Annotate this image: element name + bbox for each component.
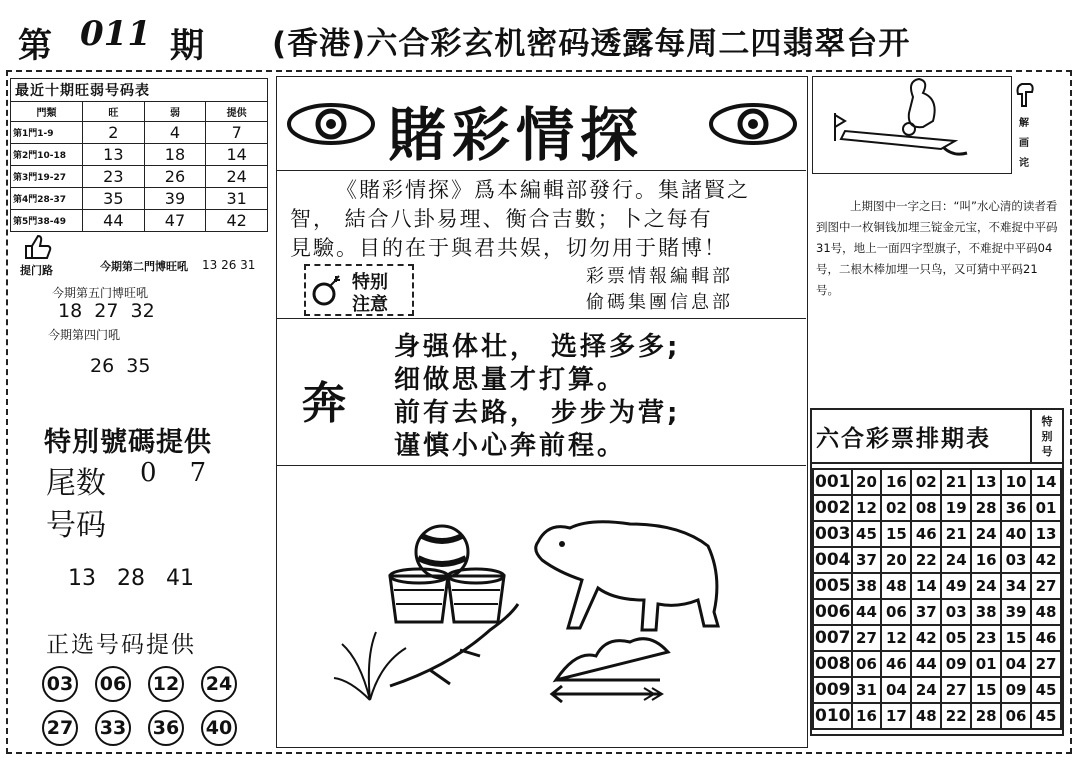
table-cell: 14 [206,144,268,166]
table-cell: 44 [83,210,145,232]
lottery-number: 24 [941,547,971,573]
intro-line: 《賭彩情探》爲本編輯部發行。集諸賢之 [336,178,750,202]
lottery-number: 21 [941,469,971,495]
lottery-row [813,625,1061,651]
lottery-row [813,703,1061,729]
lottery-number: 24 [971,521,1001,547]
lottery-number: 42 [1031,547,1061,573]
selected-numbers [42,666,262,746]
lottery-number: 06 [881,599,911,625]
lottery-row [813,677,1061,703]
lottery-issue-no: 006 [813,599,852,625]
lottery-issue-no: 002 [813,495,852,521]
door-group: 第4門28-37 [11,188,83,210]
col-header: 弱 [144,102,206,122]
thumbs-up-icon [22,234,52,264]
lottery-number: 04 [1001,651,1031,677]
recent-table [10,101,268,232]
selected-number: 06 [95,666,131,702]
lottery-number: 17 [881,703,911,729]
puzzle-illustration [330,510,750,715]
door-group: 第5門38-49 [11,210,83,232]
col-header: 旺 [83,102,145,122]
logo-text: 賭彩情探 [388,101,645,169]
lottery-number: 27 [1031,651,1061,677]
poem-line: 前有去路， 步步为营; [394,398,681,428]
table-row [11,144,268,166]
table-row [11,210,268,232]
lottery-number: 39 [1001,599,1031,625]
explain-label-char: 诧 [1019,158,1029,169]
plant-icon [334,604,518,700]
explain-label-char: 画 [1019,138,1029,149]
lottery-special-label [1030,410,1062,462]
poem-line: 谨慎小心奔前程。 [394,431,627,461]
selected-number: 33 [95,710,131,746]
lottery-number: 48 [1031,599,1061,625]
door-group: 第1門1-9 [11,122,83,144]
intro-line: 見驗。目的在于與君共娱，切勿用于賭博！ [290,236,727,260]
lottery-issue-no: 008 [813,651,852,677]
recent-table-title: 最近十期旺弱号码表 [10,78,268,101]
lottery-number: 03 [941,599,971,625]
lottery-header [812,410,1062,464]
lottery-number: 21 [941,521,971,547]
lottery-number: 20 [881,547,911,573]
lottery-number: 04 [881,677,911,703]
lottery-number: 44 [852,599,882,625]
lottery-number: 01 [971,651,1001,677]
basket-icon [448,569,504,622]
lottery-number: 16 [881,469,911,495]
lottery-number: 27 [941,677,971,703]
lottery-number: 49 [941,573,971,599]
lottery-title: 六合彩票排期表 [816,425,991,452]
lottery-number: 20 [852,469,882,495]
lottery-number: 24 [971,573,1001,599]
selected-number: 03 [42,666,78,702]
poem-section [276,318,806,466]
lottery-number: 46 [911,521,941,547]
lottery-number: 19 [941,495,971,521]
lottery-number: 16 [971,547,1001,573]
lottery-number: 40 [1001,521,1031,547]
selected-number: 27 [42,710,78,746]
lottery-number: 42 [911,625,941,651]
special-label-char: 号 [1041,445,1053,458]
lottery-number: 14 [1031,469,1061,495]
col-header: 門類 [11,102,83,122]
lottery-issue-no: 003 [813,521,852,547]
basket-icon [390,569,448,622]
tail-label: 尾数 [46,466,106,501]
hill-icon [556,639,668,680]
table-row [11,166,268,188]
door-group: 第3門19-27 [11,166,83,188]
col-header: 提供 [206,102,268,122]
table-cell: 18 [144,144,206,166]
lottery-issue-no: 004 [813,547,852,573]
explain-picture [812,76,1012,174]
door5-label: 今期第五门博旺吼 [52,286,149,300]
notice-label-1: 特别 [352,272,388,293]
recent-table-section [10,78,268,232]
issue-prefix: 第 [18,26,52,66]
lottery-number: 22 [941,703,971,729]
lottery-number: 13 [971,469,1001,495]
table-cell: 2 [83,122,145,144]
lottery-number: 15 [971,677,1001,703]
table-cell: 4 [144,122,206,144]
lottery-number: 34 [1001,573,1031,599]
lottery-issue-no: 010 [813,703,852,729]
lottery-number: 46 [881,651,911,677]
lottery-number: 16 [852,703,882,729]
eye-icon [708,102,798,146]
lottery-number: 05 [941,625,971,651]
lottery-number: 02 [911,469,941,495]
table-row [11,188,268,210]
door2-label: 今期第二門博旺吼 [100,260,188,273]
hint-label: 提门路 [20,264,53,277]
poem-big-char: 奔 [302,378,346,429]
logo-banner [276,78,806,171]
lottery-number: 45 [1031,677,1061,703]
tail-numbers: 0 7 [140,458,207,488]
table-row [11,122,268,144]
table-cell: 39 [144,188,206,210]
selected-number: 12 [148,666,184,702]
lottery-issue-no: 007 [813,625,852,651]
table-cell: 42 [206,210,268,232]
notice-label-2: 注意 [352,294,388,315]
lottery-row [813,521,1061,547]
lottery-number: 15 [1001,625,1031,651]
lottery-number: 23 [971,625,1001,651]
code-label: 号码 [46,508,106,543]
intro-line: 智， 結合八卦易理、衡合吉數；卜之每有 [290,207,713,231]
bird-flag-illustration [813,77,1011,173]
lottery-number: 27 [1031,573,1061,599]
lottery-number: 06 [1001,703,1031,729]
special-label-char: 特 [1041,415,1053,428]
table-cell: 47 [144,210,206,232]
door4-numbers: 26 35 [90,355,151,377]
arrow-icon [552,686,662,702]
publisher-2: 偷碼集團信息部 [586,292,733,313]
issue-number: 011 [80,14,151,54]
explain-text: 上期图中一字之曰：“叫”水心清的读者看到图中一枚铜钱加埋三锭金元宝，不难捉中平码31号，地上一面四字型旗子，不难捉中平码04号，二根木棒加埋一只鸟，又可猜中平码21号。 [816,199,1058,297]
table-cell: 7 [206,122,268,144]
special-number-title: 特別號碼提供 [44,427,212,458]
lottery-number: 46 [1031,625,1061,651]
lottery-number: 12 [881,625,911,651]
lottery-number: 44 [911,651,941,677]
lottery-number: 38 [971,599,1001,625]
door2-numbers: 13 26 31 [202,258,256,272]
table-cell: 23 [83,166,145,188]
lottery-row [813,573,1061,599]
lottery-number: 01 [1031,495,1061,521]
lottery-number: 06 [852,651,882,677]
table-cell: 31 [206,188,268,210]
lottery-number: 13 [1031,521,1061,547]
poem-line: 身强体壮， 选择多多; [394,332,681,362]
eye-icon [286,102,376,146]
selected-number: 40 [201,710,237,746]
lottery-number: 45 [1031,703,1061,729]
table-cell: 24 [206,166,268,188]
lottery-number: 09 [1001,677,1031,703]
door5-numbers: 18 27 32 [58,300,155,322]
lottery-number: 45 [852,521,882,547]
lottery-number: 10 [1001,469,1031,495]
lottery-table [812,468,1062,730]
table-cell: 26 [144,166,206,188]
lottery-number: 02 [881,495,911,521]
bomb-icon [310,274,344,308]
issue-suffix: 期 [170,26,204,66]
lottery-row [813,495,1061,521]
lottery-number: 03 [1001,547,1031,573]
table-cell: 13 [83,144,145,166]
lottery-number: 28 [971,495,1001,521]
selected-title: 正选号码提供 [46,632,196,658]
lottery-number: 14 [911,573,941,599]
lottery-row [813,469,1061,495]
poem [394,331,680,463]
page-header [10,8,1070,66]
lottery-row [813,651,1061,677]
lottery-issue-no: 001 [813,469,852,495]
lottery-number: 28 [971,703,1001,729]
lottery-number: 38 [852,573,882,599]
page-title: (香港)六合彩玄机密码透露每周二四翡翠台开 [272,26,911,62]
code-numbers: 13 28 41 [68,566,194,591]
lottery-number: 12 [852,495,882,521]
lottery-number: 15 [881,521,911,547]
pointing-hand-icon [1014,80,1036,112]
table-cell: 35 [83,188,145,210]
door-group: 第2門10-18 [11,144,83,166]
selected-number: 36 [148,710,184,746]
lottery-number: 27 [852,625,882,651]
lottery-number: 48 [881,573,911,599]
lottery-number: 24 [911,677,941,703]
lottery-number: 36 [1001,495,1031,521]
lottery-issue-no: 005 [813,573,852,599]
selected-number: 24 [201,666,237,702]
lottery-number: 31 [852,677,882,703]
door4-label: 今期第四门吼 [48,328,121,342]
lottery-number: 37 [852,547,882,573]
lottery-number: 22 [911,547,941,573]
poem-line: 细做思量才打算。 [394,365,627,395]
notice-box [304,264,414,316]
lottery-number: 08 [911,495,941,521]
lottery-issue-no: 009 [813,677,852,703]
explain-label [1016,114,1032,174]
lottery-row [813,547,1061,573]
bear-icon [536,522,718,630]
publisher-1: 彩票情報編輯部 [586,266,733,287]
lottery-number: 37 [911,599,941,625]
intro-text [290,176,802,263]
lottery-row [813,599,1061,625]
special-label-char: 别 [1041,430,1053,443]
lottery-number: 09 [941,651,971,677]
lottery-schedule [810,408,1064,736]
explain-label-char: 解 [1019,118,1029,129]
lottery-number: 48 [911,703,941,729]
